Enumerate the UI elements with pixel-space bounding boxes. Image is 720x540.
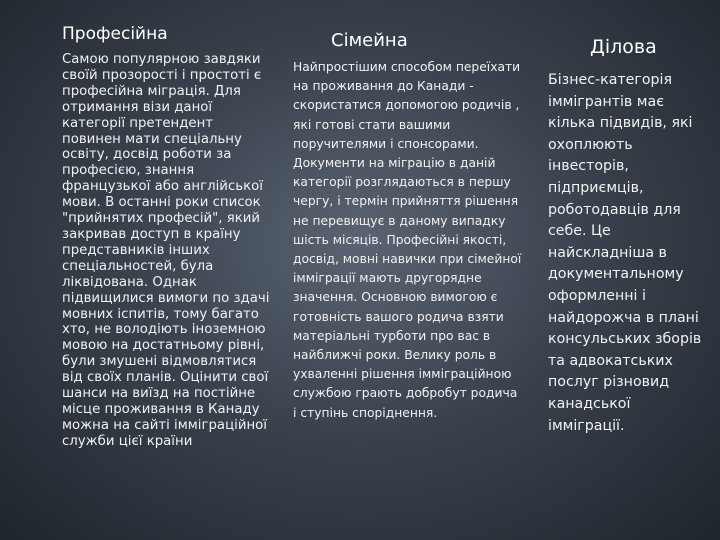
column-text: Найпростішим способом переїхати на проживання до Канади - скористатися допомогою родичів , які готові стати вашими поручителями і спонсорами. Документи на міграцію в даній категорії розглядаються в першу чергу, і термін прийняття рішення не перевищує в даному випадку шість місяців. Професійні якості, досвід, мовні навички при сімейної імміграції мають другорядне значення. Основною вимогою є готовність вашого родича взяти матеріальні турботи про вас в найближчі роки. Велику роль в ухваленні рішення імміграційною службою грають добробут родича і ступінь споріднення. xyxy=(293,60,522,420)
column-heading: Професійна xyxy=(62,24,168,44)
column-heading: Ділова xyxy=(590,36,657,58)
column-text: Самою популярною завдяки своїй прозорості і простоті є професійна міграція. Для отримання візи даної категорії претендент повинен мати спеціальну освіту, досвід роботи за професією, знання французької або англійської мови. В останні роки список "прийнятих професій", який закривав доступ в країну представників інших спеціальностей, була ліквідована. Однак підвищилися вимоги по здачі мовних іспитів, тому багато хто, не володіють іноземною мовою на достатньому рівні, були змушені відмовлятися від своїх планів. Оцінити свої шанси на виїзд на постійне місце проживання в Канаду можна на сайті імміграційної служби цієї країни xyxy=(62,52,270,449)
column-text: Бізнес-категорія іммігрантів має кілька підвидів, які охоплюють інвесторів, підприємців, роботодавців для себе. Це найскладніша в документальному оформленні і найдорожча в плані консульських зборів та адвокатських послуг різновид канадської імміграції. xyxy=(548,72,702,434)
column-heading: Сімейна xyxy=(331,30,408,51)
